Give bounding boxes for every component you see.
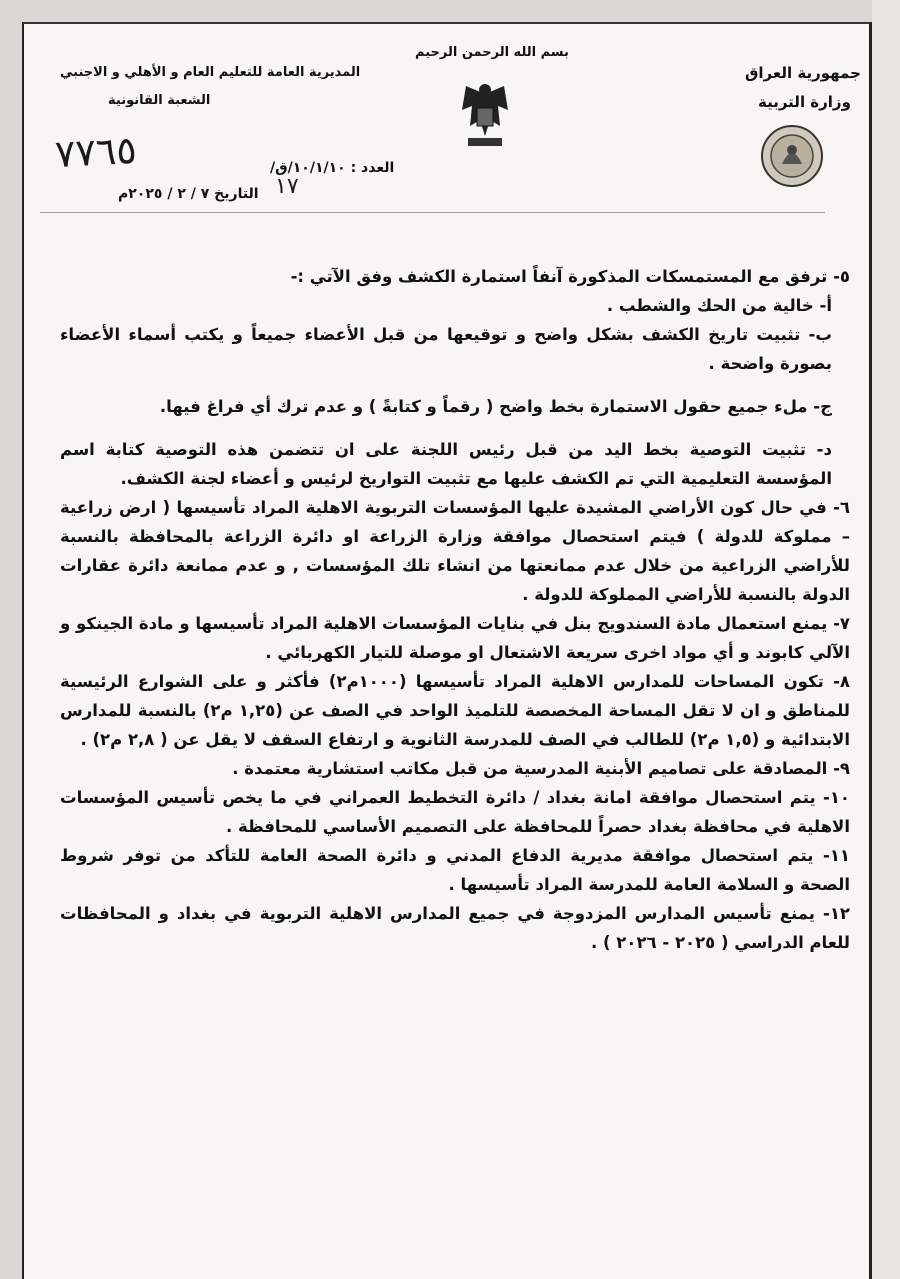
- header-divider: [40, 212, 825, 213]
- document-body: [60, 262, 850, 957]
- clause-10: ١٠- يتم استحصال موافقة امانة بغداد / دائرة التخطيط العمراني في ما يخص تأسيس المؤسسات الاهلية في محافظة بغداد حصراً للمحافظة على التصميم الأساسي للمحافظة .: [60, 788, 850, 836]
- clause-11: ١١- يتم استحصال موافقة مديرية الدفاع المدني و دائرة الصحة العامة للتأكد من توفر شروط الصحة و السلامة العامة للمدرسة المراد تأسيسها .: [60, 846, 850, 894]
- ministry-seal-icon: [760, 124, 824, 188]
- basmala: بسم الله الرحمن الرحيم: [415, 45, 569, 60]
- clause-5c: ج- ملء جميع حقول الاستمارة بخط واضح ( رقماً و كتابةً ) و عدم ترك أي فراغ فيها.: [159, 397, 832, 416]
- clause-7: ٧- يمنع استعمال مادة السندويج بنل في بنايات المؤسسات الاهلية المراد تأسيسها و مادة الجينكو و الآلي كابوند و أي مواد اخرى سريعة الاشتعال او موصلة للتيار الكهربائي .: [60, 614, 850, 662]
- reference-number: العدد : ١٠/١/١٠/ق/: [270, 160, 395, 176]
- clause-5d: د- تثبيت التوصية بخط اليد من قبل رئيس اللجنة على ان تتضمن هذه التوصية كتابة اسم المؤسسة التعليمية التي تم الكشف عليها مع تثبيت التواريخ لرئيس و أعضاء لجنة الكشف.: [60, 440, 832, 488]
- clause-5a: أ- خالية من الحك والشطب .: [606, 296, 832, 315]
- iraq-eagle-emblem-icon: [458, 80, 512, 152]
- republic-of-iraq-label: جمهورية العراق: [745, 64, 861, 82]
- document-date: التاريخ ٧ / ٢ / ٢٠٢٥م: [118, 186, 259, 202]
- clause-12: ١٢- يمنع تأسيس المدارس المزدوجة في جميع المدارس الاهلية التربوية في بغداد و المحافظات للعام الدراسي ( ٢٠٢٥ - ٢٠٢٦ ) .: [60, 904, 850, 952]
- legal-division-label: الشعبة القانونية: [108, 93, 211, 108]
- clause-5b: ب- تثبيت تاريخ الكشف بشكل واضح و توقيعها من قبل الأعضاء جميعاً و يكتب أسماء الأعضاء بصورة واضحة .: [60, 325, 832, 373]
- directorate-label: المديرية العامة للتعليم العام و الأهلي و الاجنبي: [60, 65, 361, 80]
- clause-6: ٦- في حال كون الأراضي المشيدة عليها المؤسسات التربوية الاهلية المراد تأسيسها ( ارض زراعية – مملوكة للدولة ) فيتم استحصال موافقة وزارة الزراعة او دائرة الزراعة بالمحافظة بالنسبة للأراضي الزراعية من خلال عدم ممانعتها من انشاء تلك المؤسسات , و عدم ممانعة دائرة عقارات الدولة بالنسبة للأراضي المملوكة للدولة .: [60, 498, 850, 604]
- handwritten-number: ٧٧٦٥: [53, 127, 138, 177]
- clause-5: ٥- ترفق مع المستمسكات المذكورة آنفاً استمارة الكشف وفق الآتي :-: [290, 267, 850, 286]
- clause-8: ٨- تكون المساحات للمدارس الاهلية المراد تأسيسها (١٠٠٠م٢) فأكثر و على الشوارع الرئيسية للمناطق و ان لا تقل المساحة المخصصة للتلميذ الواحد في الصف عن (١,٢٥ م٢) بالنسبة للمدارس الابتدائية و (١,٥ م٢) للطالب في الصف للمدرسة الثانوية و ارتفاع السقف لا يقل عن ( ٢,٨ م٢) .: [60, 672, 850, 749]
- ministry-label: وزارة التربية: [758, 93, 851, 111]
- handwritten-day: ١٧: [275, 174, 299, 199]
- clause-9: ٩- المصادقة على تصاميم الأبنية المدرسية من قبل مكاتب استشارية معتمدة .: [232, 759, 850, 778]
- page-edge-shadow: [872, 0, 900, 1279]
